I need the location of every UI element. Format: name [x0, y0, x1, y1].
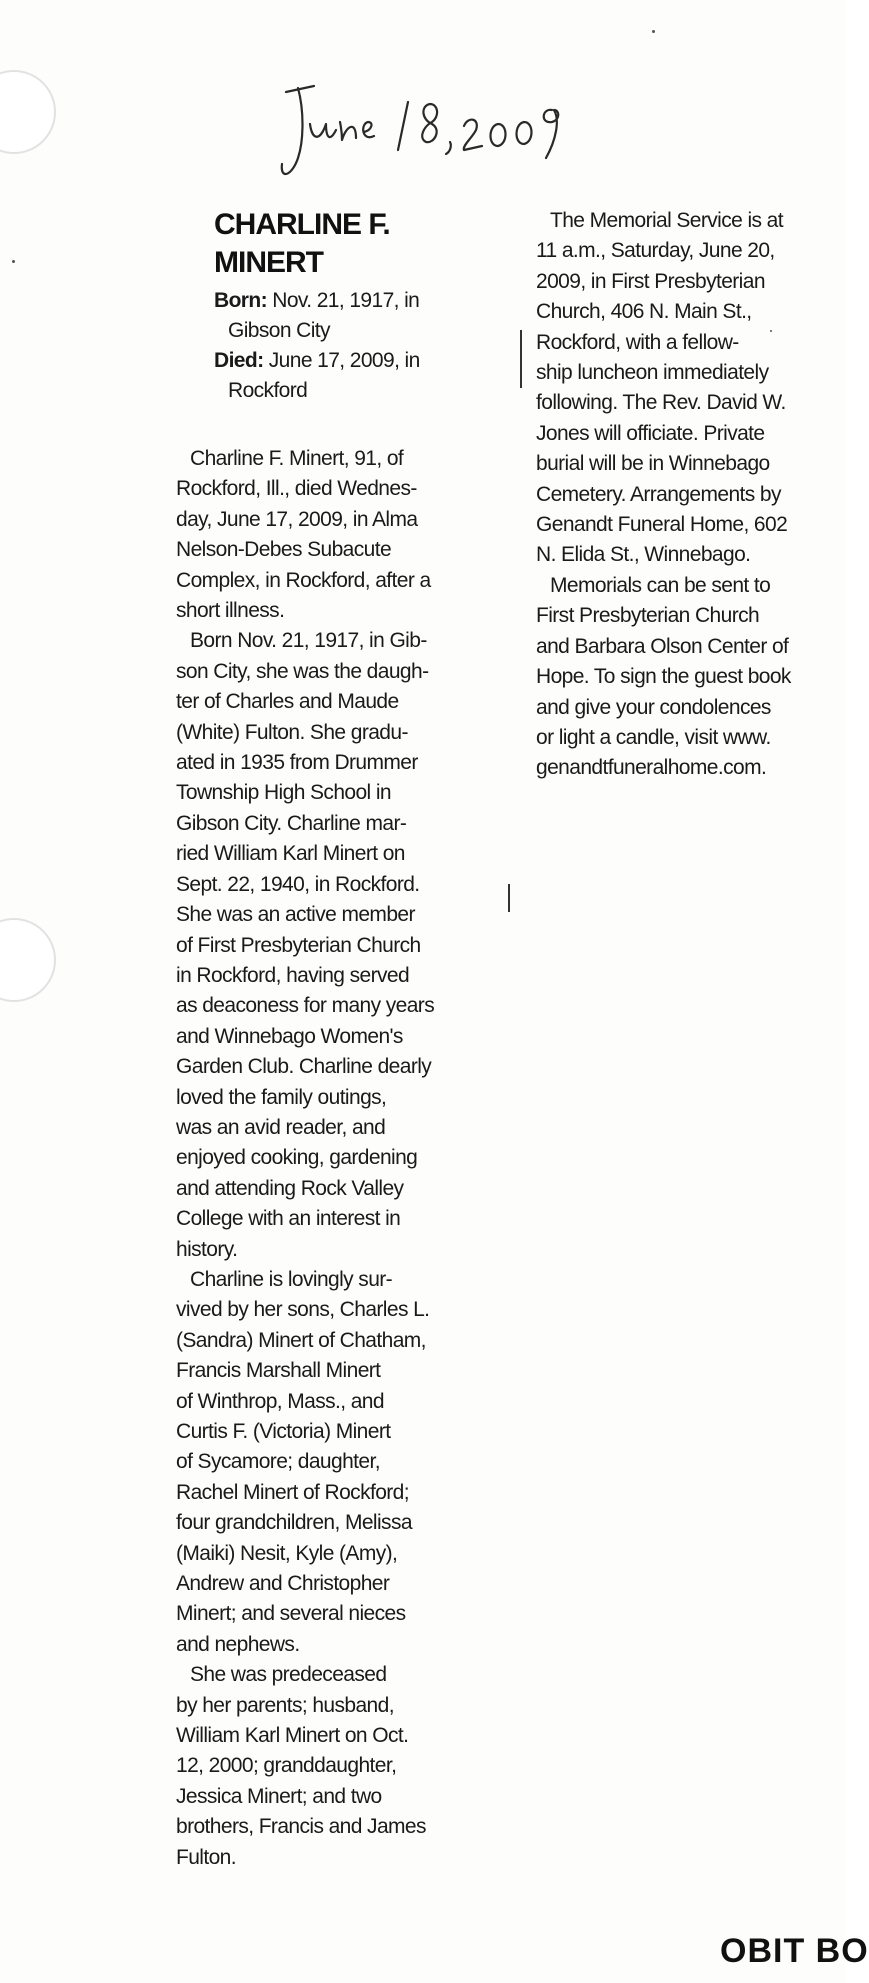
left-column-line: Curtis F. (Victoria) Minert — [176, 1420, 391, 1443]
right-column-line: Memorials can be sent to — [550, 573, 771, 597]
right-column-line: Church, 406 N. Main St., — [536, 300, 752, 324]
left-column-line: Jessica Minert; and two — [176, 1784, 382, 1808]
scan-speck — [652, 30, 655, 33]
left-column-line: in Rockford, having served — [176, 963, 410, 987]
left-column-line: of Winthrop, Mass., and — [176, 1389, 384, 1413]
right-column-line: Cemetery. Arrangements by — [536, 482, 781, 506]
left-column-line: of Sycamore; daughter, — [176, 1450, 380, 1474]
left-column-line: ter of Charles and Maude — [176, 690, 399, 714]
left-column-line: Charline is lovingly sur- — [190, 1267, 393, 1291]
left-column-line: Born Nov. 21, 1917, in Gib- — [190, 629, 427, 653]
column-rule — [520, 330, 522, 388]
left-column-line: ried William Karl Minert on — [176, 842, 405, 866]
right-column-line: 11 a.m., Saturday, June 20, — [536, 239, 775, 263]
obituary-section-logo: OBIT BO — [720, 1932, 869, 1970]
left-column-line: and Winnebago Women's — [176, 1024, 403, 1048]
left-column-line: Rockford, Ill., died Wednes- — [176, 477, 417, 501]
punch-hole-middle — [0, 918, 56, 1002]
obituary-name — [214, 206, 390, 282]
right-column-line: following. The Rev. David W. — [536, 391, 786, 415]
left-column-line: She was predeceased — [190, 1663, 387, 1687]
left-column-line: (Sandra) Minert of Chatham, — [176, 1328, 426, 1352]
handwritten-date — [280, 80, 580, 190]
right-column-line: and Barbara Olson Center of — [536, 634, 789, 658]
left-column-line: (White) Fulton. She gradu- — [176, 720, 408, 744]
name-line-2: MINERT — [214, 246, 323, 279]
left-column-line: Charline F. Minert, 91, of — [190, 447, 404, 470]
left-column-line: Gibson City. Charline mar- — [176, 811, 407, 835]
scan-speck — [770, 330, 772, 332]
died-date: June 17, 2009, in — [268, 349, 420, 372]
left-column-line: and nephews. — [176, 1632, 300, 1656]
left-column-line: and attending Rock Valley — [176, 1176, 404, 1200]
left-column-line: Sept. 22, 1940, in Rockford. — [176, 872, 420, 896]
right-column-line: First Presbyterian Church — [536, 604, 760, 628]
left-column-line: College with an interest in — [176, 1207, 401, 1231]
left-column-line: by her parents; husband, — [176, 1693, 394, 1717]
left-column-line: vived by her sons, Charles L. — [176, 1298, 430, 1322]
obituary-body-right — [536, 206, 846, 784]
right-column-line: genandtfuneralhome.com. — [536, 756, 767, 780]
left-column-line: history. — [176, 1237, 238, 1261]
right-column-line: Genandt Funeral Home, 602 — [536, 513, 788, 537]
right-column-line: and give your condolences — [536, 695, 771, 719]
name-line-1: CHARLINE F. — [214, 208, 390, 241]
left-column-line: day, June 17, 2009, in Alma — [176, 507, 418, 531]
left-column-line: Garden Club. Charline dearly — [176, 1055, 432, 1079]
left-column-line: brothers, Francis and James — [176, 1815, 426, 1839]
born-fact — [214, 286, 419, 346]
born-date: Nov. 21, 1917, in — [272, 289, 420, 312]
left-column-line: Rachel Minert of Rockford; — [176, 1480, 409, 1504]
left-column-line: She was an active member — [176, 903, 415, 927]
left-column-line: as deaconess for many years — [176, 994, 435, 1018]
punch-hole-top — [0, 70, 56, 154]
left-column-line: Andrew and Christopher — [176, 1572, 390, 1596]
left-column-line: four grandchildren, Melissa — [176, 1511, 412, 1535]
died-place: Rockford — [228, 379, 308, 402]
left-column-line: William Karl Minert on Oct. — [176, 1724, 409, 1748]
left-column-line: short illness. — [176, 599, 285, 623]
left-column-line: Nelson-Debes Subacute — [176, 538, 392, 562]
column-rule-lower — [508, 884, 510, 912]
right-column-line: Jones will officiate. Private — [536, 421, 765, 445]
left-column-line: of First Presbyterian Church — [176, 933, 421, 957]
left-column-line: Fulton. — [176, 1845, 236, 1869]
left-column-line: 12, 2000; granddaughter, — [176, 1754, 397, 1778]
left-column-line: son City, she was the daugh- — [176, 659, 429, 683]
left-column-line: was an avid reader, and — [176, 1115, 386, 1139]
born-place: Gibson City — [228, 319, 330, 342]
right-column-line: 2009, in First Presbyterian — [536, 269, 765, 293]
died-label: Died: — [214, 349, 264, 372]
right-column-line: burial will be in Winnebago — [536, 452, 770, 476]
right-column-line: Rockford, with a fellow- — [536, 330, 739, 354]
right-column-line: ship luncheon immediately — [536, 361, 769, 385]
right-column-line: or light a candle, visit www. — [536, 725, 771, 749]
left-column-line: Minert; and several nieces — [176, 1602, 406, 1626]
scan-speck — [12, 260, 15, 263]
left-column-line: Complex, in Rockford, after a — [176, 568, 431, 592]
left-column-line: enjoyed cooking, gardening — [176, 1146, 418, 1170]
born-label: Born: — [214, 289, 267, 312]
left-column-line: loved the family outings, — [176, 1085, 387, 1109]
left-column-line: Francis Marshall Minert — [176, 1359, 381, 1383]
obituary-body-left — [176, 444, 506, 1873]
right-column-line: N. Elida St., Winnebago. — [536, 543, 751, 567]
right-column-line: The Memorial Service is at — [550, 209, 783, 232]
left-column-line: ated in 1935 from Drummer — [176, 751, 418, 775]
left-column-line: (Maiki) Nesit, Kyle (Amy), — [176, 1541, 398, 1565]
right-column-line: Hope. To sign the guest book — [536, 665, 791, 689]
left-column-line: Township High School in — [176, 781, 391, 805]
died-fact — [214, 346, 420, 406]
